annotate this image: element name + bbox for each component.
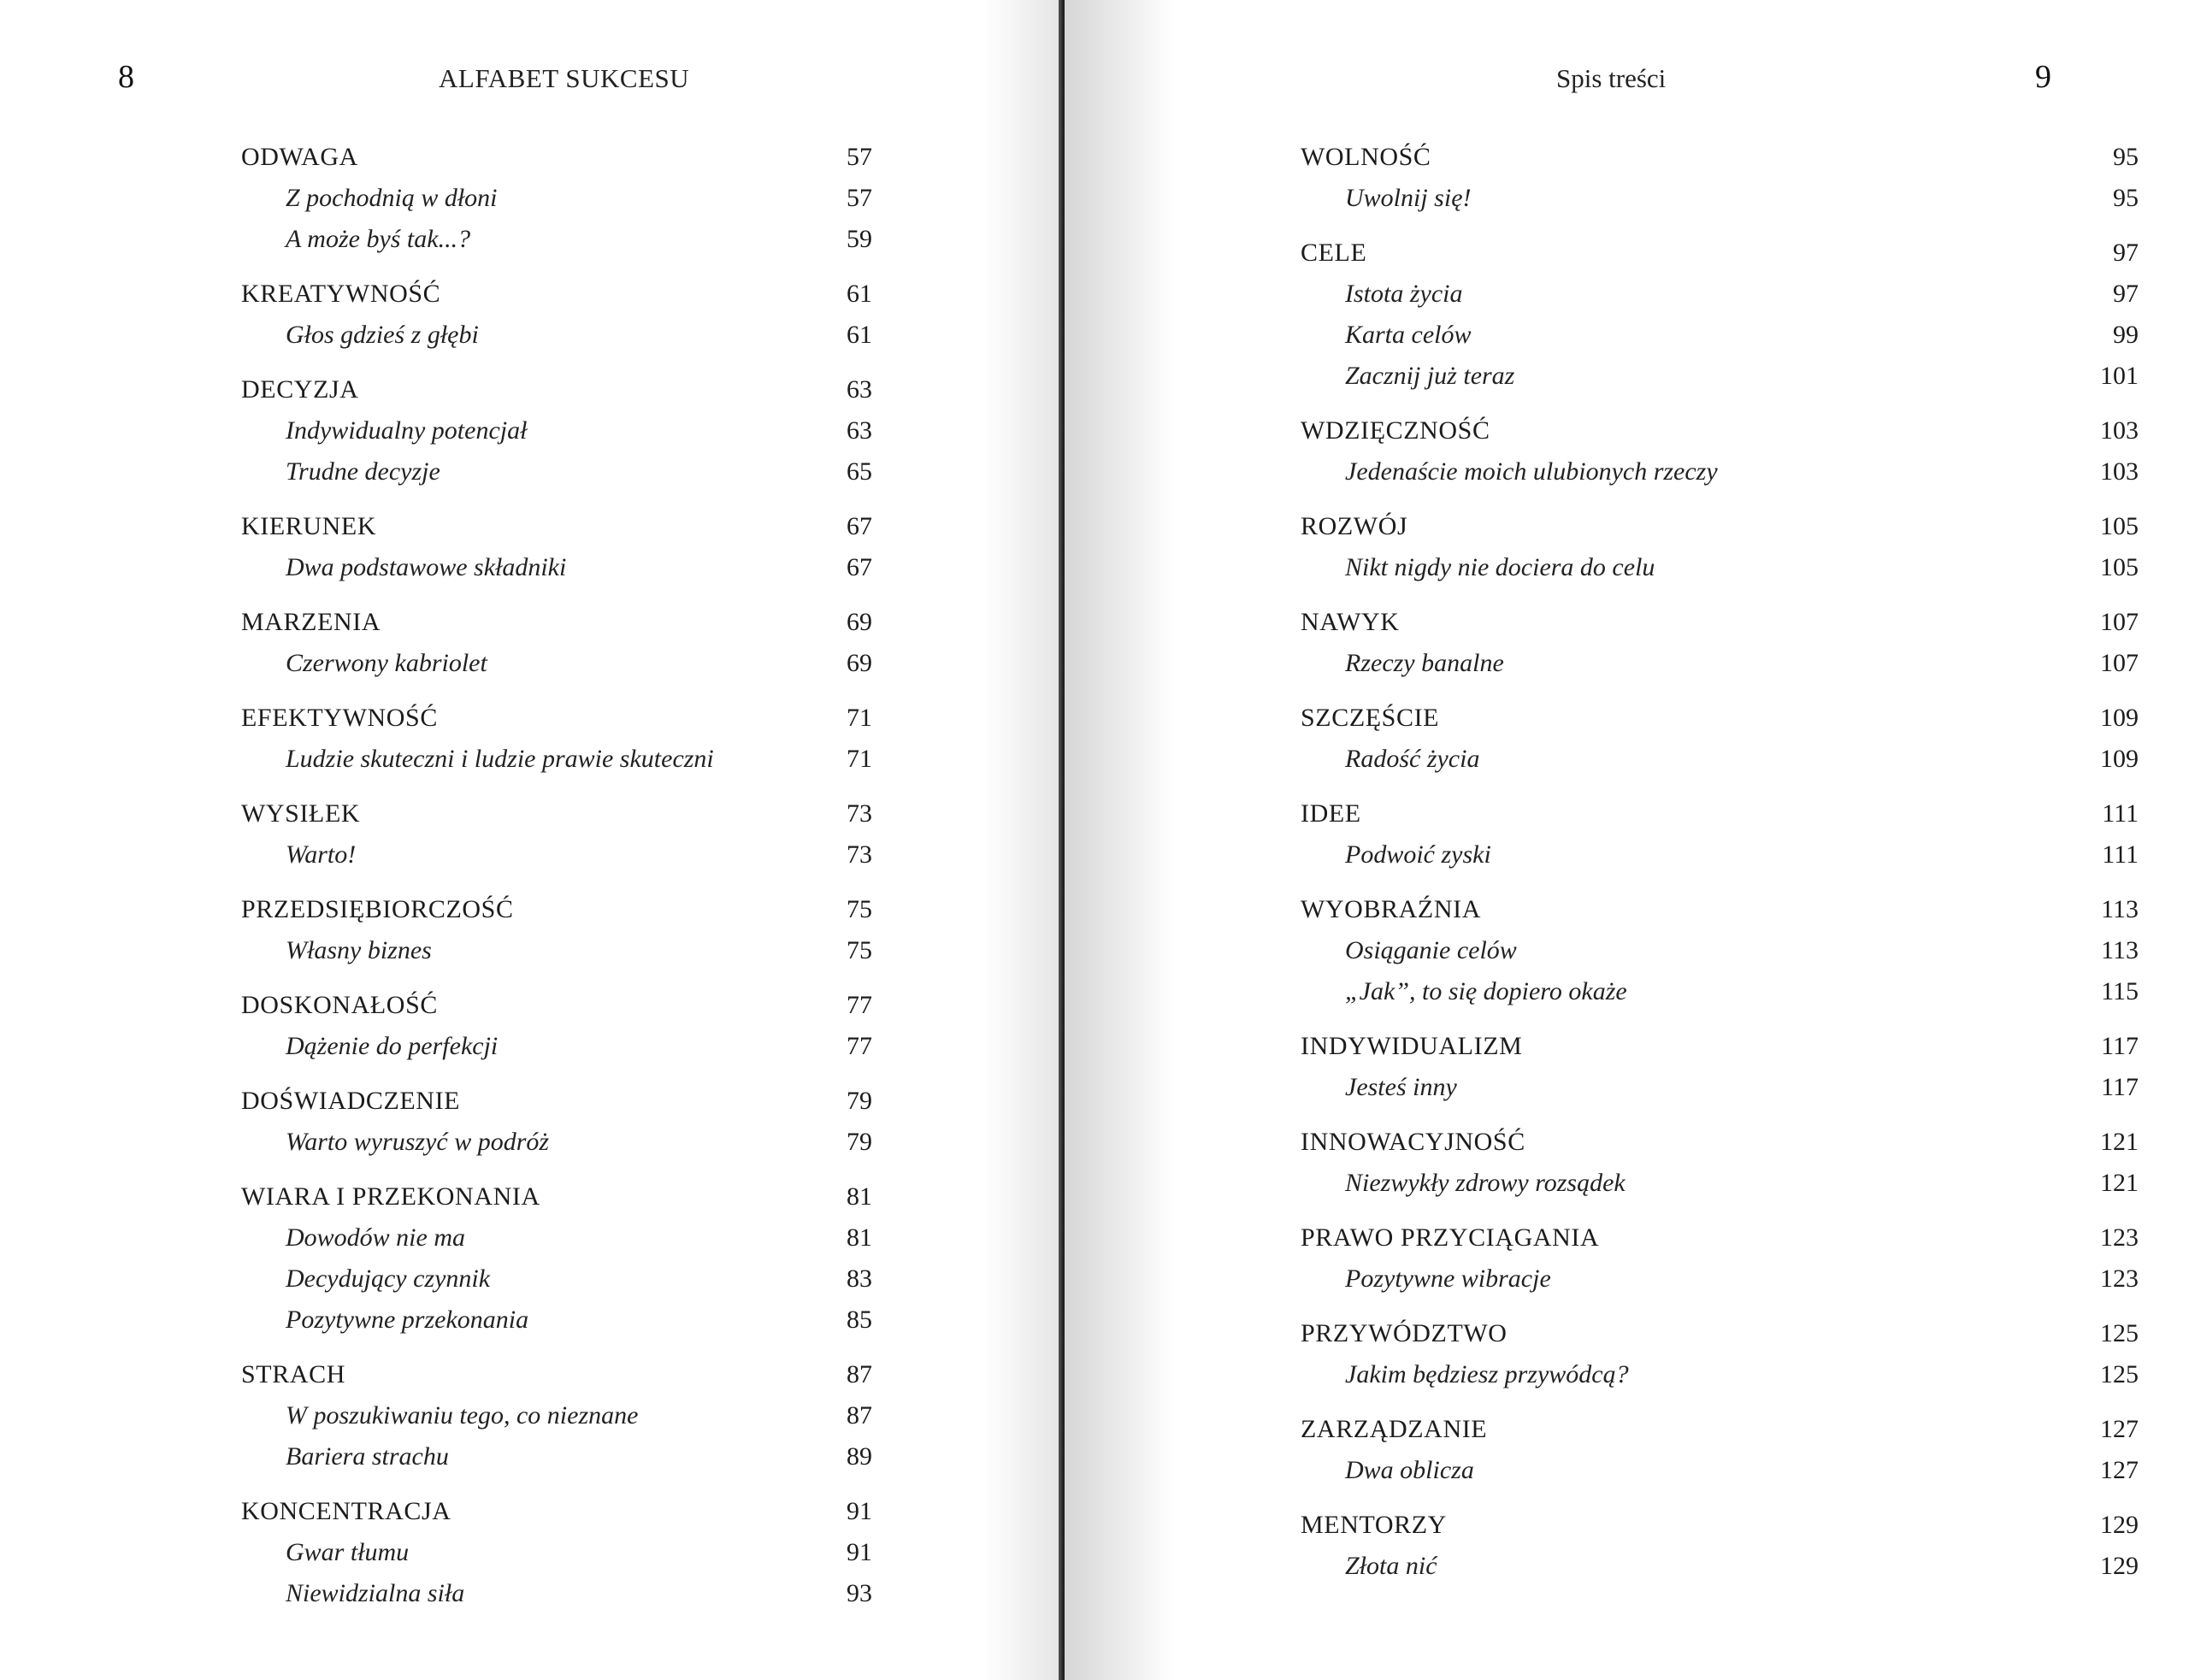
toc-subsection-entry xyxy=(241,178,872,219)
toc-subsection-entry xyxy=(241,219,872,260)
chapter-title: DOSKONAŁOŚĆ xyxy=(241,991,438,1019)
subsection-page-number: 89 xyxy=(847,1442,872,1471)
chapter-title: MARZENIA xyxy=(241,608,381,636)
subsection-title: Dowodów nie ma xyxy=(286,1223,465,1252)
subsection-title: Warto! xyxy=(286,840,357,869)
toc-section xyxy=(241,1176,872,1341)
chapter-page-number: 117 xyxy=(2101,1032,2139,1060)
toc-subsection-entry xyxy=(1301,834,2139,875)
toc-chapter-entry xyxy=(241,698,872,739)
toc-section xyxy=(241,698,872,780)
toc-chapter-entry xyxy=(1301,1313,2139,1354)
chapter-page-number: 87 xyxy=(847,1360,872,1388)
chapter-page-number: 71 xyxy=(847,704,872,732)
toc-subsection-entry xyxy=(1301,930,2139,971)
toc-list xyxy=(241,137,872,1628)
toc-subsection-entry xyxy=(1301,1354,2139,1395)
running-head: Spis treści xyxy=(1556,63,1667,93)
toc-section xyxy=(241,1081,872,1163)
toc-chapter-entry xyxy=(1301,410,2139,451)
subsection-title: Jakim będziesz przywódcą? xyxy=(1345,1360,1629,1388)
page-number: 8 xyxy=(118,59,134,95)
toc-section xyxy=(1301,889,2139,1012)
subsection-page-number: 109 xyxy=(2100,745,2139,773)
toc-subsection-entry xyxy=(241,451,872,492)
toc-section xyxy=(1301,793,2139,875)
left-page xyxy=(0,0,1060,1680)
subsection-page-number: 121 xyxy=(2100,1169,2139,1197)
subsection-title: Własny biznes xyxy=(286,936,432,964)
chapter-title: WYOBRAŹNIA xyxy=(1301,895,1481,923)
subsection-title: Niewidzialna siła xyxy=(286,1579,465,1607)
toc-subsection-entry xyxy=(1301,643,2139,684)
toc-subsection-entry xyxy=(241,1122,872,1163)
toc-subsection-entry xyxy=(241,1217,872,1259)
subsection-page-number: 107 xyxy=(2100,649,2139,677)
chapter-page-number: 69 xyxy=(847,608,872,636)
chapter-title: PRZEDSIĘBIORCZOŚĆ xyxy=(241,895,514,923)
subsection-title: A może byś tak...? xyxy=(286,225,471,253)
subsection-title: Pozytywne przekonania xyxy=(286,1306,529,1334)
toc-chapter-entry xyxy=(241,793,872,834)
toc-subsection-entry xyxy=(241,643,872,684)
chapter-title: PRZYWÓDZTWO xyxy=(1301,1319,1508,1347)
subsection-title: Indywidualny potencjał xyxy=(286,416,528,445)
subsection-title: Radość życia xyxy=(1345,745,1480,773)
subsection-page-number: 79 xyxy=(847,1128,872,1156)
toc-list xyxy=(1301,137,2139,1600)
subsection-page-number: 81 xyxy=(847,1223,872,1252)
chapter-title: CELE xyxy=(1301,239,1367,267)
chapter-title: INDYWIDUALIZM xyxy=(1301,1032,1523,1060)
subsection-title: Pozytywne wibracje xyxy=(1345,1264,1551,1293)
toc-section xyxy=(1301,1026,2139,1108)
subsection-title: W poszukiwaniu tego, co nieznane xyxy=(286,1401,639,1429)
toc-section xyxy=(241,793,872,875)
subsection-title: Podwoić zyski xyxy=(1345,840,1491,869)
subsection-page-number: 111 xyxy=(2102,840,2139,869)
chapter-page-number: 67 xyxy=(847,512,872,540)
toc-section xyxy=(241,889,872,971)
toc-section xyxy=(1301,1505,2139,1587)
toc-chapter-entry xyxy=(241,985,872,1026)
toc-subsection-entry xyxy=(241,739,872,780)
subsection-page-number: 125 xyxy=(2100,1360,2139,1388)
subsection-page-number: 105 xyxy=(2100,553,2139,581)
subsection-title: Trudne decyzje xyxy=(286,457,440,486)
toc-section xyxy=(1301,602,2139,684)
toc-section xyxy=(1301,1313,2139,1395)
toc-section xyxy=(1301,1409,2139,1491)
chapter-page-number: 125 xyxy=(2100,1319,2139,1347)
toc-subsection-entry xyxy=(1301,547,2139,588)
toc-chapter-entry xyxy=(241,602,872,643)
subsection-title: Dwa podstawowe składniki xyxy=(286,553,567,581)
subsection-page-number: 59 xyxy=(847,225,872,253)
subsection-page-number: 57 xyxy=(847,184,872,212)
subsection-page-number: 113 xyxy=(2101,936,2139,964)
toc-subsection-entry xyxy=(1301,1546,2139,1587)
toc-subsection-entry xyxy=(241,834,872,875)
chapter-page-number: 109 xyxy=(2100,704,2139,732)
subsection-page-number: 123 xyxy=(2100,1264,2139,1293)
chapter-page-number: 105 xyxy=(2100,512,2139,540)
running-head: ALFABET SUKCESU xyxy=(439,63,690,93)
chapter-title: WOLNOŚĆ xyxy=(1301,143,1431,171)
toc-subsection-entry xyxy=(241,1436,872,1477)
toc-subsection-entry xyxy=(241,1395,872,1436)
toc-subsection-entry xyxy=(1301,1259,2139,1300)
toc-chapter-entry xyxy=(1301,793,2139,834)
subsection-page-number: 97 xyxy=(2113,280,2139,308)
toc-subsection-entry xyxy=(1301,356,2139,397)
toc-subsection-entry xyxy=(241,1573,872,1614)
subsection-title: Złota nić xyxy=(1345,1552,1437,1580)
subsection-title: Czerwony kabriolet xyxy=(286,649,487,677)
subsection-page-number: 71 xyxy=(847,745,872,773)
chapter-page-number: 97 xyxy=(2113,239,2139,267)
subsection-page-number: 61 xyxy=(847,321,872,349)
toc-subsection-entry xyxy=(1301,971,2139,1012)
chapter-title: PRAWO PRZYCIĄGANIA xyxy=(1301,1223,1600,1252)
chapter-page-number: 57 xyxy=(847,143,872,171)
chapter-page-number: 113 xyxy=(2101,895,2139,923)
toc-subsection-entry xyxy=(1301,1067,2139,1108)
subsection-page-number: 101 xyxy=(2100,362,2139,390)
subsection-title: Niezwykły zdrowy rozsądek xyxy=(1345,1169,1626,1197)
toc-subsection-entry xyxy=(241,1300,872,1341)
toc-section xyxy=(241,1354,872,1477)
subsection-title: Decydujący czynnik xyxy=(286,1264,491,1293)
toc-chapter-entry xyxy=(1301,1026,2139,1067)
toc-section xyxy=(241,602,872,684)
toc-section xyxy=(1301,137,2139,219)
subsection-page-number: 129 xyxy=(2100,1552,2139,1580)
toc-chapter-entry xyxy=(241,1491,872,1532)
chapter-page-number: 107 xyxy=(2100,608,2139,636)
subsection-title: „Jak”, to się dopiero okaże xyxy=(1345,977,1627,1005)
toc-subsection-entry xyxy=(1301,1163,2139,1204)
subsection-page-number: 91 xyxy=(847,1538,872,1566)
subsection-title: Jedenaście moich ulubionych rzeczy xyxy=(1345,457,1718,486)
toc-section xyxy=(241,137,872,260)
subsection-title: Karta celów xyxy=(1345,321,1472,349)
toc-chapter-entry xyxy=(241,1354,872,1395)
toc-section xyxy=(1301,698,2139,780)
subsection-page-number: 117 xyxy=(2101,1073,2139,1101)
toc-chapter-entry xyxy=(1301,233,2139,274)
subsection-page-number: 103 xyxy=(2100,457,2139,486)
subsection-page-number: 87 xyxy=(847,1401,872,1429)
right-page xyxy=(1065,0,2189,1680)
toc-chapter-entry xyxy=(1301,1505,2139,1546)
subsection-title: Warto wyruszyć w podróż xyxy=(286,1128,550,1156)
chapter-page-number: 95 xyxy=(2113,143,2139,171)
chapter-title: SZCZĘŚCIE xyxy=(1301,704,1440,732)
toc-subsection-entry xyxy=(241,547,872,588)
toc-subsection-entry xyxy=(1301,274,2139,315)
chapter-page-number: 121 xyxy=(2100,1128,2139,1156)
subsection-page-number: 99 xyxy=(2113,321,2139,349)
page-number: 9 xyxy=(2035,59,2051,95)
toc-subsection-entry xyxy=(241,1532,872,1573)
chapter-title: WIARA I PRZEKONANIA xyxy=(241,1182,540,1211)
chapter-page-number: 77 xyxy=(847,991,872,1019)
toc-section xyxy=(1301,506,2139,588)
subsection-title: Ludzie skuteczni i ludzie prawie skuteczni xyxy=(286,745,714,773)
toc-subsection-entry xyxy=(241,315,872,356)
chapter-page-number: 111 xyxy=(2102,799,2139,828)
toc-chapter-entry xyxy=(241,369,872,410)
subsection-title: Uwolnij się! xyxy=(1345,184,1472,212)
toc-chapter-entry xyxy=(241,274,872,315)
chapter-title: IDEE xyxy=(1301,799,1361,828)
subsection-title: Istota życia xyxy=(1345,280,1463,308)
chapter-page-number: 61 xyxy=(847,280,872,308)
toc-chapter-entry xyxy=(1301,1409,2139,1450)
chapter-title: EFEKTYWNOŚĆ xyxy=(241,704,438,732)
chapter-title: ODWAGA xyxy=(241,143,358,171)
subsection-title: Z pochodnią w dłoni xyxy=(286,184,498,212)
subsection-page-number: 67 xyxy=(847,553,872,581)
chapter-title: WDZIĘCZNOŚĆ xyxy=(1301,416,1490,445)
subsection-page-number: 77 xyxy=(847,1032,872,1060)
chapter-page-number: 81 xyxy=(847,1182,872,1211)
subsection-page-number: 85 xyxy=(847,1306,872,1334)
toc-subsection-entry xyxy=(1301,1450,2139,1491)
toc-subsection-entry xyxy=(241,930,872,971)
chapter-title: MENTORZY xyxy=(1301,1511,1447,1539)
chapter-page-number: 63 xyxy=(847,375,872,404)
chapter-title: DOŚWIADCZENIE xyxy=(241,1087,461,1115)
chapter-title: STRACH xyxy=(241,1360,345,1388)
toc-section xyxy=(1301,1122,2139,1204)
subsection-page-number: 95 xyxy=(2113,184,2139,212)
toc-chapter-entry xyxy=(241,1176,872,1217)
chapter-page-number: 123 xyxy=(2100,1223,2139,1252)
chapter-page-number: 75 xyxy=(847,895,872,923)
toc-subsection-entry xyxy=(241,1259,872,1300)
chapter-page-number: 91 xyxy=(847,1497,872,1525)
subsection-title: Nikt nigdy nie dociera do celu xyxy=(1345,553,1655,581)
toc-section xyxy=(241,506,872,588)
subsection-page-number: 115 xyxy=(2101,977,2139,1005)
toc-chapter-entry xyxy=(1301,889,2139,930)
subsection-page-number: 65 xyxy=(847,457,872,486)
subsection-page-number: 83 xyxy=(847,1264,872,1293)
chapter-page-number: 79 xyxy=(847,1087,872,1115)
toc-chapter-entry xyxy=(241,506,872,547)
toc-chapter-entry xyxy=(1301,1122,2139,1163)
toc-chapter-entry xyxy=(241,137,872,178)
subsection-page-number: 93 xyxy=(847,1579,872,1607)
chapter-page-number: 73 xyxy=(847,799,872,828)
subsection-title: Osiąganie celów xyxy=(1345,936,1517,964)
toc-section xyxy=(241,1491,872,1614)
toc-chapter-entry xyxy=(1301,1217,2139,1259)
subsection-title: Dążenie do perfekcji xyxy=(286,1032,499,1060)
chapter-title: WYSIŁEK xyxy=(241,799,361,828)
chapter-page-number: 103 xyxy=(2100,416,2139,445)
subsection-title: Zacznij już teraz xyxy=(1345,362,1515,390)
chapter-title: ROZWÓJ xyxy=(1301,512,1408,540)
subsection-title: Dwa oblicza xyxy=(1345,1456,1474,1484)
toc-subsection-entry xyxy=(1301,315,2139,356)
toc-section xyxy=(1301,410,2139,492)
subsection-title: Gwar tłumu xyxy=(286,1538,410,1566)
chapter-title: KONCENTRACJA xyxy=(241,1497,451,1525)
toc-section xyxy=(241,274,872,356)
subsection-title: Bariera strachu xyxy=(286,1442,449,1471)
chapter-title: ZARZĄDZANIE xyxy=(1301,1415,1488,1443)
toc-chapter-entry xyxy=(1301,506,2139,547)
toc-section xyxy=(241,369,872,492)
chapter-page-number: 127 xyxy=(2100,1415,2139,1443)
toc-chapter-entry xyxy=(1301,602,2139,643)
toc-section xyxy=(1301,1217,2139,1300)
chapter-title: DECYZJA xyxy=(241,375,359,404)
toc-chapter-entry xyxy=(241,1081,872,1122)
subsection-title: Głos gdzieś z głębi xyxy=(286,321,479,349)
chapter-title: NAWYK xyxy=(1301,608,1400,636)
toc-chapter-entry xyxy=(241,889,872,930)
subsection-page-number: 69 xyxy=(847,649,872,677)
toc-subsection-entry xyxy=(1301,451,2139,492)
chapter-title: KREATYWNOŚĆ xyxy=(241,280,441,308)
toc-section xyxy=(1301,233,2139,397)
toc-subsection-entry xyxy=(241,1026,872,1067)
toc-section xyxy=(241,985,872,1067)
chapter-title: INNOWACYJNOŚĆ xyxy=(1301,1128,1525,1156)
subsection-page-number: 75 xyxy=(847,936,872,964)
subsection-page-number: 127 xyxy=(2100,1456,2139,1484)
subsection-page-number: 63 xyxy=(847,416,872,445)
chapter-title: KIERUNEK xyxy=(241,512,377,540)
subsection-title: Jesteś inny xyxy=(1345,1073,1457,1101)
chapter-page-number: 129 xyxy=(2100,1511,2139,1539)
toc-chapter-entry xyxy=(1301,137,2139,178)
subsection-title: Rzeczy banalne xyxy=(1345,649,1504,677)
toc-subsection-entry xyxy=(241,410,872,451)
toc-subsection-entry xyxy=(1301,178,2139,219)
toc-subsection-entry xyxy=(1301,739,2139,780)
subsection-page-number: 73 xyxy=(847,840,872,869)
toc-chapter-entry xyxy=(1301,698,2139,739)
